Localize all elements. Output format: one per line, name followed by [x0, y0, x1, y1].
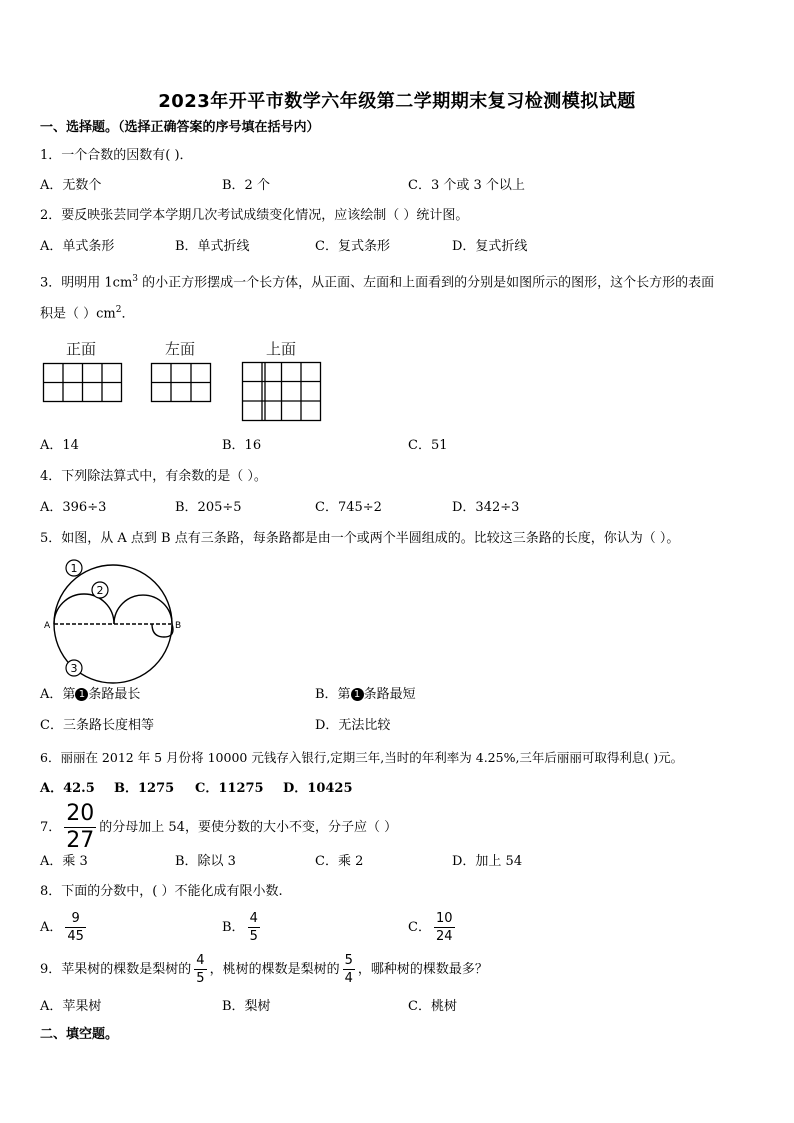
- q5-option-c[interactable]: C．三条路长度相等: [40, 718, 154, 733]
- left-view-figure: [151, 363, 213, 403]
- q7-option-d[interactable]: D．加上 54: [452, 854, 523, 869]
- point-a-label: A: [44, 621, 51, 631]
- q9-option-c[interactable]: C．桃树: [408, 999, 457, 1014]
- fraction: $\frac{5}{4}$: [344, 953, 353, 986]
- q4-option-b[interactable]: B．205÷5: [175, 500, 242, 515]
- fraction: $\frac{10}{24}$: [435, 911, 453, 944]
- q9-option-b[interactable]: B．梨树: [222, 999, 271, 1014]
- view-label-left: 左面: [165, 340, 196, 358]
- section-heading-choice: 一、选择题。（选择正确答案的序号填在括号内）: [40, 120, 320, 135]
- point-b-label: B: [175, 621, 182, 631]
- fraction: $\frac{4}{5}$: [196, 953, 205, 986]
- page-title: 2023年开平市数学六年级第二学期期末复习检测模拟试题: [158, 91, 636, 112]
- q4-option-d[interactable]: D．342÷3: [452, 500, 520, 515]
- q7-option-c[interactable]: C．乘 2: [315, 854, 364, 869]
- semicircle-paths-figure: [40, 557, 200, 677]
- path-marker-3: 3: [70, 662, 78, 675]
- circled-number-icon: 1: [75, 688, 88, 701]
- view-label-front: 正面: [66, 340, 97, 358]
- q6-option-c[interactable]: C．11275: [195, 781, 264, 796]
- q8-option-b[interactable]: B． $\frac{4}{5}$: [222, 911, 258, 944]
- q4-option-c[interactable]: C．745÷2: [315, 500, 382, 515]
- fraction: $\frac{4}{5}$: [249, 911, 258, 944]
- q1-option-a[interactable]: A．无数个: [40, 178, 102, 193]
- q4-stem: 4．下列除法算式中，有余数的是（ ）。: [40, 469, 267, 484]
- circled-number-icon: 1: [351, 688, 364, 701]
- q4-option-a[interactable]: A．396÷3: [40, 500, 107, 515]
- path-marker-2: 2: [96, 584, 104, 597]
- q6-option-d[interactable]: D．10425: [283, 781, 353, 796]
- q5-option-d[interactable]: D．无法比较: [315, 718, 391, 733]
- fraction: $\frac{9}{45}$: [67, 911, 84, 944]
- q8-option-a[interactable]: A． $\frac{9}{45}$: [40, 911, 84, 944]
- q5-stem: 5．如图，从 A 点到 B 点有三条路，每条路都是由一个或两个半圆组成的。比较这三条路的长度，你认为（ ）。: [40, 531, 680, 546]
- q2-option-c[interactable]: C．复式条形: [315, 239, 390, 254]
- view-label-top: 上面: [266, 340, 297, 358]
- q8-option-c[interactable]: C． $\frac{10}{24}$: [408, 911, 453, 944]
- q3-option-a[interactable]: A．14: [40, 438, 79, 453]
- q2-option-b[interactable]: B．单式折线: [175, 239, 250, 254]
- q3-option-b[interactable]: B．16: [222, 438, 262, 453]
- q1-stem: 1．一个合数的因数有( )．: [40, 148, 193, 163]
- q7-option-a[interactable]: A．乘 3: [40, 854, 88, 869]
- q7-stem: 7． $\frac{20}{27}$ 的分母加上 54，要使分数的大小不变，分子应（ ）: [40, 801, 398, 853]
- fraction: $\frac{20}{27}$: [66, 801, 95, 853]
- q6-option-a[interactable]: A．42.5: [40, 781, 95, 796]
- q9-option-a[interactable]: A．苹果树: [40, 999, 102, 1014]
- section-heading-fill: 二、填空题。: [40, 1027, 119, 1042]
- q5-option-b[interactable]: B．第 1 条路最短: [315, 687, 416, 702]
- q1-option-b[interactable]: B．2 个: [222, 178, 270, 193]
- q3-stem-line1: 3．明明用 $1cm^3$ 的小正方形摆成一个长方体，从正面、左面和上面看到的分别是如图所示的图形，这个长方形的表面: [40, 274, 715, 291]
- q2-option-a[interactable]: A．单式条形: [40, 239, 115, 254]
- q9-stem: 9．苹果树的棵数是梨树的 $\frac{4}{5}$ ，桃树的棵数是梨树的 $\frac{5}{4}$ ，哪种树的棵数最多？: [40, 953, 488, 986]
- front-view-figure: [43, 363, 123, 403]
- q8-stem: 8．下面的分数中，( ）不能化成有限小数.: [40, 884, 283, 899]
- q6-stem: 6．丽丽在 2012 年 5 月份将 10000 元钱存入银行,定期三年,当时的年利率为 4.25%,三年后丽丽可取得利息( )元。: [40, 750, 684, 765]
- q3-stem-line2: 积是（ ）$cm^2$．: [40, 305, 135, 322]
- q7-option-b[interactable]: B．除以 3: [175, 854, 236, 869]
- q5-option-a[interactable]: A．第 1 条路最长: [40, 687, 141, 702]
- q2-stem: 2．要反映张芸同学本学期几次考试成绩变化情况，应该绘制（ ）统计图。: [40, 208, 469, 223]
- path-marker-1: 1: [70, 562, 78, 575]
- q3-option-c[interactable]: C．51: [408, 438, 448, 453]
- q1-option-c[interactable]: C．3 个或 3 个以上: [408, 178, 525, 193]
- q2-option-d[interactable]: D．复式折线: [452, 239, 528, 254]
- top-view-figure: [242, 362, 322, 422]
- q6-option-b[interactable]: B．1275: [114, 781, 175, 796]
